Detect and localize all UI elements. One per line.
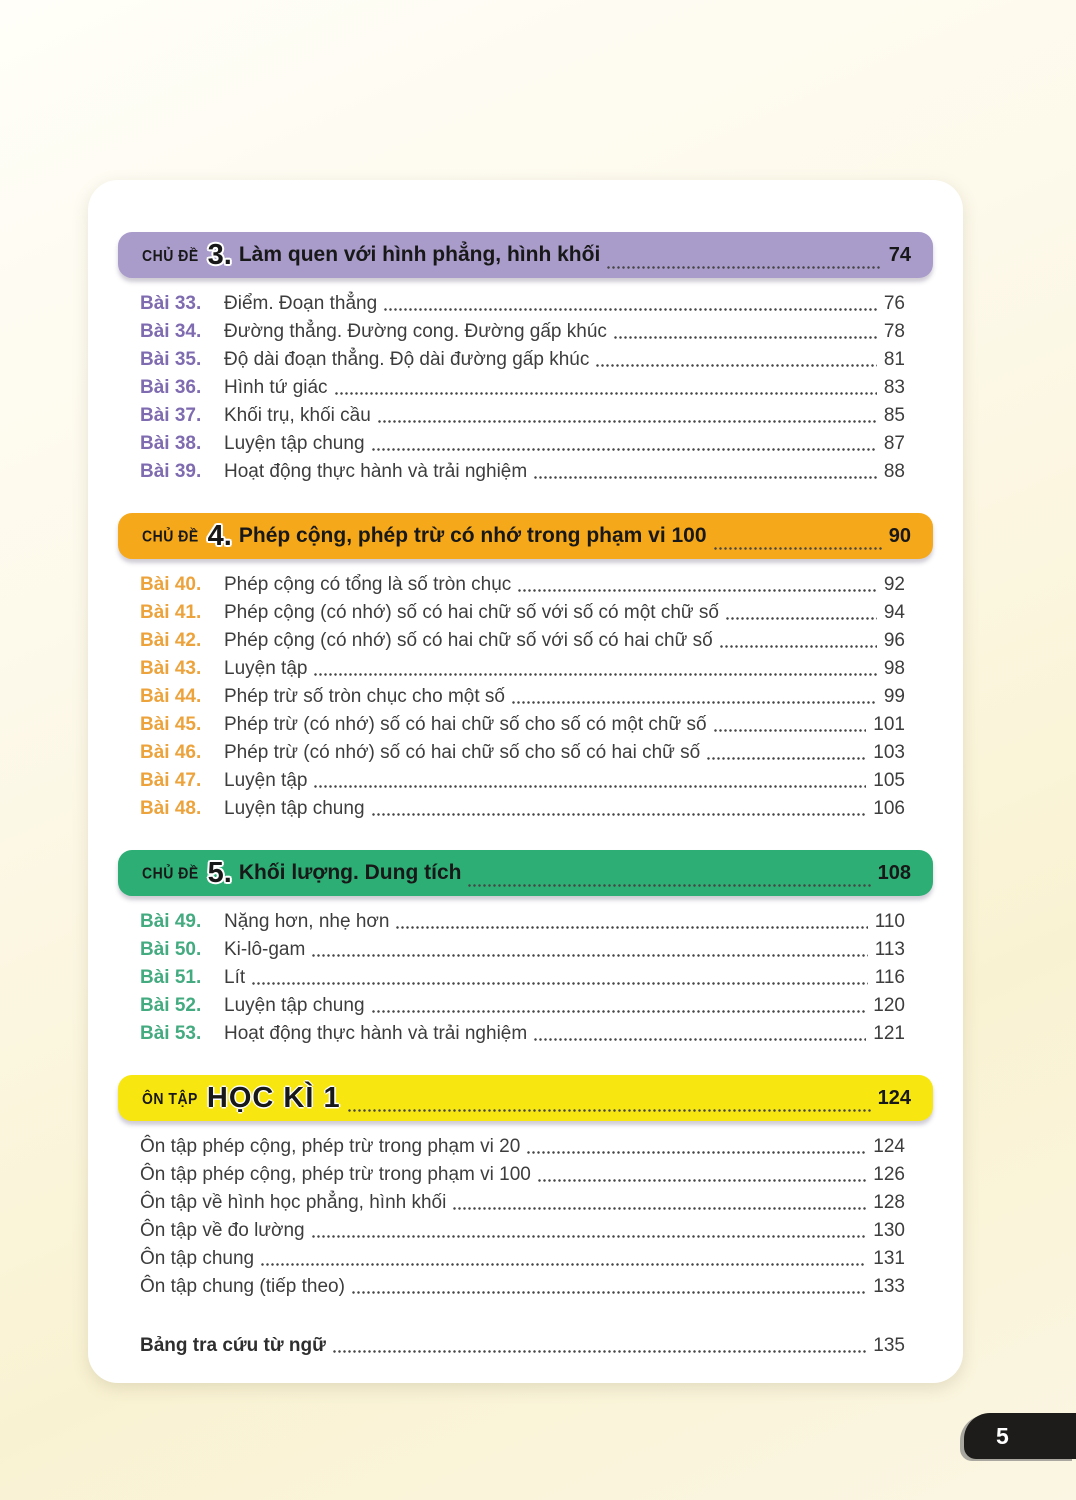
lesson-title: Phép cộng (có nhớ) số có hai chữ số với số có một chữ số bbox=[224, 602, 719, 623]
lesson-title: Phép cộng có tổng là số tròn chục bbox=[224, 574, 512, 595]
toc-row bbox=[140, 964, 905, 992]
lesson-page-number: 116 bbox=[874, 967, 905, 988]
toc-row bbox=[140, 1161, 905, 1189]
lesson-title: Độ dài đoạn thẳng. Độ dài đường gấp khúc bbox=[224, 349, 590, 370]
dotted-leader bbox=[706, 757, 866, 760]
toc-row bbox=[140, 1189, 905, 1217]
lesson-title: Ôn tập về đo lường bbox=[140, 1220, 305, 1241]
toc-row bbox=[140, 1020, 905, 1048]
lesson-label: Bài 41. bbox=[140, 602, 202, 623]
section-kind-label: ÔN TẬP bbox=[142, 1088, 198, 1108]
section-items bbox=[140, 290, 905, 486]
dotted-leader bbox=[332, 1350, 866, 1353]
toc-row bbox=[140, 290, 905, 318]
toc-row bbox=[140, 936, 905, 964]
lesson-title: Đường thẳng. Đường cong. Đường gấp khúc bbox=[224, 321, 607, 342]
dotted-leader bbox=[311, 1235, 867, 1238]
dotted-leader bbox=[371, 1010, 867, 1013]
toc-row bbox=[140, 908, 905, 936]
section-title: Khối lượng. Dung tích bbox=[238, 861, 462, 884]
toc-section-5 bbox=[118, 850, 933, 1048]
dotted-leader bbox=[313, 673, 876, 676]
dotted-leader bbox=[537, 1179, 866, 1182]
lesson-title: Hình tứ giác bbox=[224, 377, 328, 398]
toc-row bbox=[140, 627, 905, 655]
section-title: Phép cộng, phép trừ có nhớ trong phạm vi 100 bbox=[238, 524, 707, 547]
section-kind-label: CHỦ ĐỀ bbox=[142, 526, 199, 546]
glossary-page-number: 135 bbox=[873, 1335, 905, 1356]
dotted-leader bbox=[395, 926, 867, 929]
lesson-page-number: 121 bbox=[873, 1023, 905, 1044]
lesson-page-number: 133 bbox=[873, 1276, 905, 1297]
dotted-leader bbox=[371, 448, 877, 451]
dotted-leader bbox=[351, 1291, 866, 1294]
lesson-label: Bài 42. bbox=[140, 630, 202, 651]
lesson-title: Ôn tập phép cộng, phép trừ trong phạm vi 20 bbox=[140, 1136, 521, 1157]
lesson-label: Bài 46. bbox=[140, 742, 202, 763]
lesson-page-number: 78 bbox=[883, 321, 905, 342]
lesson-label: Bài 51. bbox=[140, 967, 202, 988]
lesson-page-number: 128 bbox=[873, 1192, 905, 1213]
lesson-page-number: 120 bbox=[873, 995, 905, 1016]
lesson-label: Bài 37. bbox=[140, 405, 202, 426]
lesson-page-number: 83 bbox=[883, 377, 905, 398]
toc-row bbox=[140, 992, 905, 1020]
dotted-leader bbox=[334, 392, 877, 395]
lesson-page-number: 126 bbox=[873, 1164, 905, 1185]
section-number: 3. bbox=[207, 238, 232, 271]
lesson-label: Bài 34. bbox=[140, 321, 202, 342]
dotted-leader bbox=[260, 1263, 866, 1266]
dotted-leader bbox=[533, 1038, 866, 1041]
toc-row bbox=[140, 655, 905, 683]
lesson-page-number: 110 bbox=[874, 911, 905, 932]
lesson-label: Bài 48. bbox=[140, 798, 202, 819]
dotted-leader bbox=[383, 308, 877, 311]
lesson-label: Bài 52. bbox=[140, 995, 202, 1016]
lesson-page-number: 98 bbox=[883, 658, 905, 679]
lesson-label: Bài 45. bbox=[140, 714, 202, 735]
toc-row bbox=[140, 711, 905, 739]
lesson-title: Hoạt động thực hành và trải nghiệm bbox=[224, 1023, 528, 1044]
lesson-page-number: 101 bbox=[873, 714, 905, 735]
lesson-title: Khối trụ, khối cầu bbox=[224, 405, 371, 426]
lesson-page-number: 130 bbox=[873, 1220, 905, 1241]
toc-card bbox=[88, 180, 963, 1383]
lesson-title: Ôn tập chung bbox=[140, 1248, 255, 1269]
toc-row bbox=[140, 374, 905, 402]
dotted-leader bbox=[713, 729, 867, 732]
section-header-bar bbox=[118, 850, 933, 896]
toc-row bbox=[140, 1217, 905, 1245]
lesson-label: Bài 50. bbox=[140, 939, 202, 960]
lesson-title: Ki-lô-gam bbox=[224, 939, 306, 960]
dotted-leader bbox=[311, 954, 867, 957]
toc-row bbox=[140, 739, 905, 767]
dotted-leader bbox=[606, 266, 881, 269]
lesson-page-number: 92 bbox=[883, 574, 905, 595]
lesson-page-number: 113 bbox=[874, 939, 905, 960]
toc-row bbox=[140, 318, 905, 346]
dotted-leader bbox=[467, 884, 870, 887]
lesson-label: Bài 44. bbox=[140, 686, 202, 707]
toc-section-3 bbox=[118, 232, 933, 486]
lesson-page-number: 131 bbox=[873, 1248, 905, 1269]
lesson-label: Bài 38. bbox=[140, 433, 202, 454]
dotted-leader bbox=[719, 645, 877, 648]
section-page-number: 74 bbox=[888, 243, 911, 266]
dotted-leader bbox=[511, 701, 877, 704]
lesson-title: Luyện tập chung bbox=[224, 798, 365, 819]
dotted-leader bbox=[613, 336, 877, 339]
lesson-page-number: 85 bbox=[883, 405, 905, 426]
lesson-label: Bài 35. bbox=[140, 349, 202, 370]
toc-section-on-tap bbox=[118, 1075, 933, 1301]
lesson-page-number: 76 bbox=[883, 293, 905, 314]
section-header-bar bbox=[118, 232, 933, 278]
lesson-label: Bài 33. bbox=[140, 293, 202, 314]
lesson-title: Phép trừ (có nhớ) số có hai chữ số cho số có một chữ số bbox=[224, 714, 707, 735]
toc-section-4 bbox=[118, 513, 933, 823]
lesson-page-number: 106 bbox=[873, 798, 905, 819]
section-header-bar bbox=[118, 513, 933, 559]
lesson-label: Bài 53. bbox=[140, 1023, 202, 1044]
dotted-leader bbox=[251, 982, 868, 985]
lesson-title: Ôn tập chung (tiếp theo) bbox=[140, 1276, 345, 1297]
dotted-leader bbox=[347, 1109, 871, 1112]
toc-row bbox=[140, 1273, 905, 1301]
dotted-leader bbox=[725, 617, 877, 620]
toc-row bbox=[140, 683, 905, 711]
dotted-leader bbox=[452, 1207, 866, 1210]
section-page-number: 108 bbox=[877, 861, 911, 884]
lesson-label: Bài 36. bbox=[140, 377, 202, 398]
section-kind-label: CHỦ ĐỀ bbox=[142, 245, 199, 265]
section-items bbox=[140, 908, 905, 1048]
toc-row bbox=[140, 458, 905, 486]
toc-row bbox=[140, 430, 905, 458]
lesson-title: Phép cộng (có nhớ) số có hai chữ số với số có hai chữ số bbox=[224, 630, 713, 651]
lesson-page-number: 99 bbox=[883, 686, 905, 707]
section-number: 5. bbox=[207, 856, 232, 889]
dotted-leader bbox=[377, 420, 877, 423]
dotted-leader bbox=[533, 476, 877, 479]
lesson-page-number: 103 bbox=[873, 742, 905, 763]
lesson-label: Bài 47. bbox=[140, 770, 202, 791]
lesson-label: Bài 49. bbox=[140, 911, 202, 932]
lesson-title: Lít bbox=[224, 967, 246, 988]
lesson-page-number: 124 bbox=[873, 1136, 905, 1157]
lesson-title: Nặng hơn, nhẹ hơn bbox=[224, 911, 390, 932]
toc bbox=[118, 232, 933, 1360]
dotted-leader bbox=[595, 364, 877, 367]
section-page-number: 124 bbox=[877, 1086, 911, 1109]
lesson-title: Luyện tập bbox=[224, 658, 308, 679]
section-header-bar bbox=[118, 1075, 933, 1121]
toc-row bbox=[140, 402, 905, 430]
lesson-page-number: 88 bbox=[883, 461, 905, 482]
section-kind-label: CHỦ ĐỀ bbox=[142, 863, 199, 883]
lesson-label: Bài 43. bbox=[140, 658, 202, 679]
section-items bbox=[140, 571, 905, 823]
lesson-title: Phép trừ số tròn chục cho một số bbox=[224, 686, 505, 707]
toc-row bbox=[140, 346, 905, 374]
dotted-leader bbox=[517, 589, 877, 592]
page-number-badge bbox=[964, 1413, 1076, 1459]
section-page-number: 90 bbox=[888, 524, 911, 547]
lesson-title: Luyện tập chung bbox=[224, 433, 365, 454]
lesson-page-number: 105 bbox=[873, 770, 905, 791]
lesson-title: Luyện tập bbox=[224, 770, 308, 791]
lesson-title: Điểm. Đoạn thẳng bbox=[224, 293, 378, 314]
section-number: 4. bbox=[207, 519, 232, 552]
lesson-title: Hoạt động thực hành và trải nghiệm bbox=[224, 461, 528, 482]
section-title: HỌC KÌ 1 bbox=[206, 1081, 341, 1114]
toc-row bbox=[140, 1133, 905, 1161]
lesson-page-number: 87 bbox=[883, 433, 905, 454]
lesson-page-number: 96 bbox=[883, 630, 905, 651]
section-items bbox=[140, 1133, 905, 1301]
lesson-title: Ôn tập phép cộng, phép trừ trong phạm vi 100 bbox=[140, 1164, 531, 1185]
dotted-leader bbox=[313, 785, 866, 788]
toc-row bbox=[140, 599, 905, 627]
glossary-title: Bảng tra cứu từ ngữ bbox=[140, 1335, 326, 1356]
dotted-leader bbox=[713, 547, 882, 550]
toc-row bbox=[140, 571, 905, 599]
lesson-label: Bài 39. bbox=[140, 461, 202, 482]
section-title: Làm quen với hình phẳng, hình khối bbox=[238, 243, 601, 266]
lesson-label: Bài 40. bbox=[140, 574, 202, 595]
toc-row bbox=[140, 1245, 905, 1273]
lesson-title: Phép trừ (có nhớ) số có hai chữ số cho số có hai chữ số bbox=[224, 742, 701, 763]
lesson-title: Luyện tập chung bbox=[224, 995, 365, 1016]
toc-row bbox=[140, 795, 905, 823]
glossary-row bbox=[140, 1332, 905, 1360]
dotted-leader bbox=[371, 813, 867, 816]
lesson-page-number: 94 bbox=[883, 602, 905, 623]
dotted-leader bbox=[526, 1151, 866, 1154]
toc-row bbox=[140, 767, 905, 795]
lesson-title: Ôn tập về hình học phẳng, hình khối bbox=[140, 1192, 447, 1213]
page-number: 5 bbox=[996, 1422, 1009, 1449]
lesson-page-number: 81 bbox=[883, 349, 905, 370]
